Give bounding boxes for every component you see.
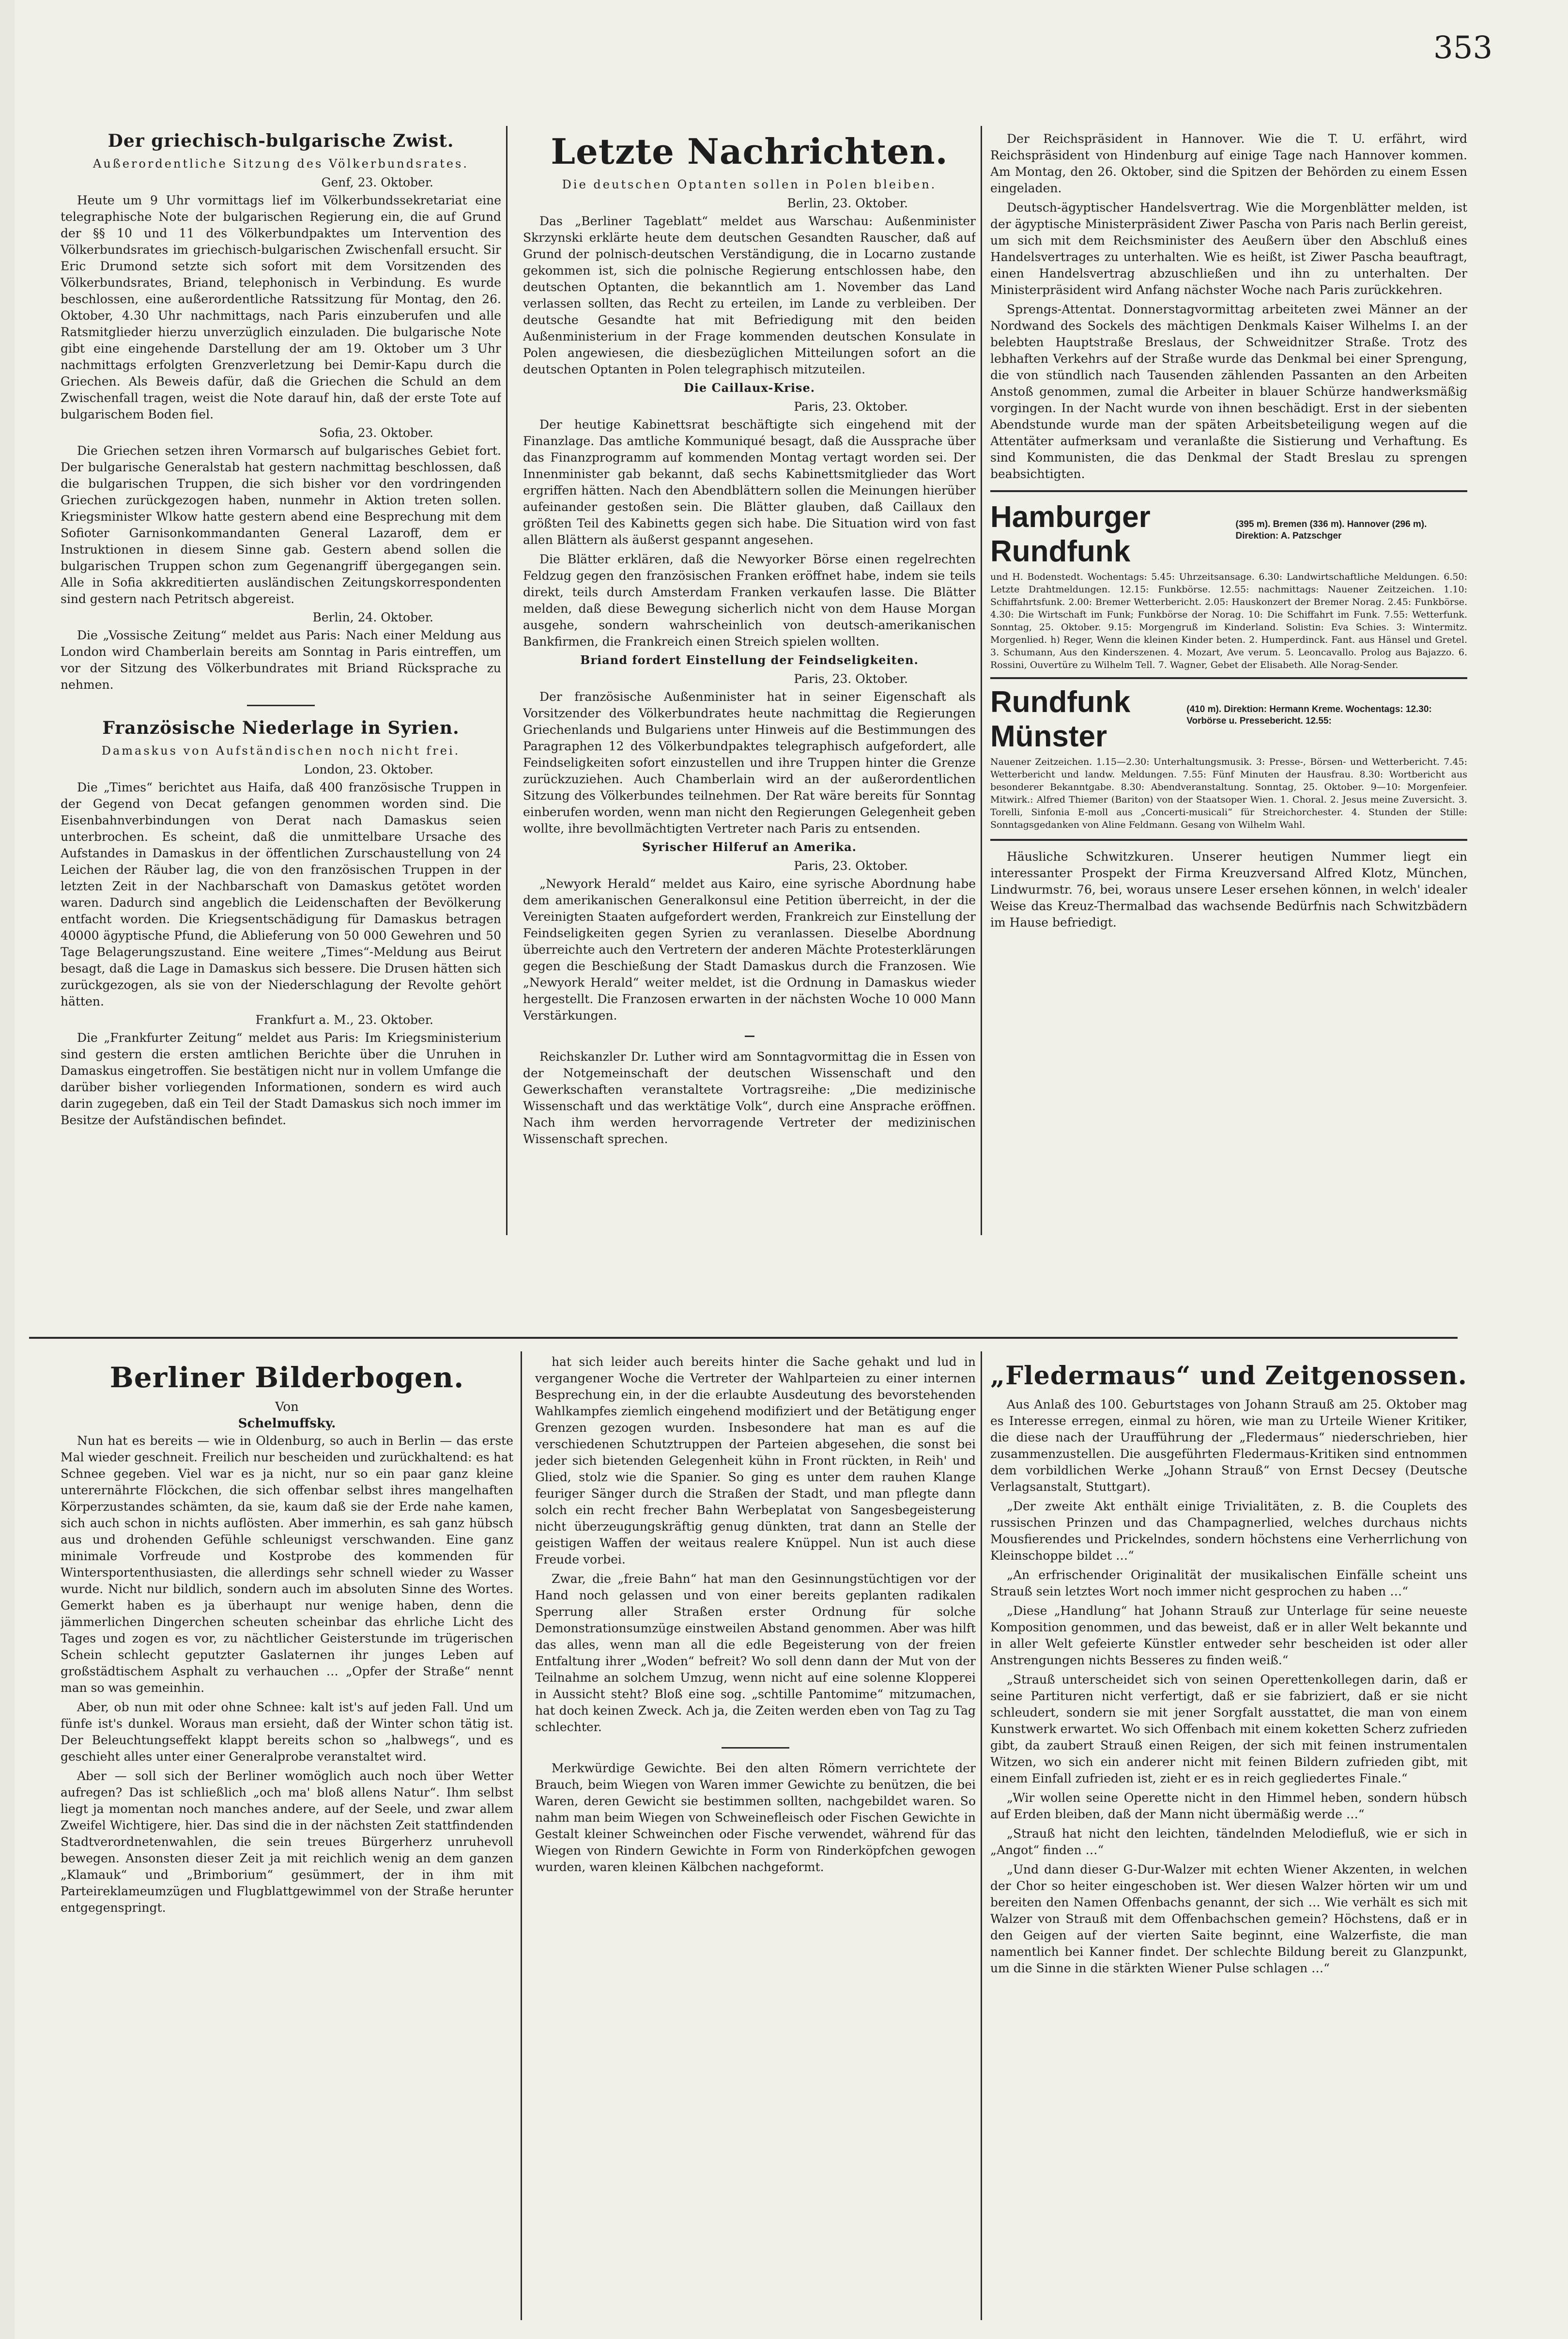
radio-title: Rundfunk Münster [990,685,1131,753]
feuilleton-middle [535,1354,976,2323]
article-subtitle: Syrischer Hilferuf an Amerika. [642,840,857,854]
radio-meta: (410 m). Direktion: Hermann Kreme. Wochentags: 12.30: Vorbörse u. Pressebericht. 12.55: [1186,704,1432,726]
dateline: Genf, 23. Oktober. [321,175,433,189]
article-title: Berliner Bilderbogen. [109,1361,464,1394]
dateline: Berlin, 24. Oktober. [312,610,433,624]
author: Schelmuffsky. [238,1416,336,1431]
paragraph: „Diese „Handlung“ hat Johann Strauß zur Unterlage für seine neueste Komposition genommen, und das beweist, daß er in aller Welt bekannte und in aller Welt gefeierte Künstler entweder sehr bescheiden ist oder aller Anstrengungen nichts Besseres zu finden weiß.“ [990,1604,1467,1667]
paragraph: Reichskanzler Dr. Luther wird am Sonntagvormittag die in Essen von der Notgemeinschaft der deutschen Wissenschaft und den Gewerkschaften veranstaltete Vortragsreihe: „Die medizinische Wissenschaft und das werktätige Volk“, durch eine Ansprache eröffnen. Nach ihm werden hervorragende Vertreter der medizinischen Wissenschaft sprechen. [523,1050,976,1146]
newspaper-page [15,0,1568,2339]
dateline: Paris, 23. Oktober. [794,400,908,414]
section-rule [990,490,1467,492]
column-rule [521,1351,522,2320]
feuilleton-left [61,1351,513,2320]
paragraph: Aus Anlaß des 100. Geburtstages von Johann Strauß am 25. Oktober mag es Interesse erregen, einmal zu hören, wie man zu Urteile Wiener Kritiker, die diese nach der Uraufführung der „Fledermaus“ niederschrieben, hier zusammenzustellen. Die ausgeführten Fledermaus-Kritiken sind entnommen dem vorbildlichen Werke „Johann Strauß“ von Ernst Decsey (Deutsche Verlagsanstalt, Stuttgart). [990,1397,1467,1494]
paragraph: „Der zweite Akt enthält einige Trivialitäten, z. B. die Couplets des russischen Prinzen und das Champagnerlied, welches durchaus nichts Mousfierendes und Prickelndes, sondern höchstens eine Verherrlichung von Kleinschoppe bildet …“ [990,1499,1467,1563]
dateline: Frankfurt a. M., 23. Oktober. [255,1013,433,1027]
section-rule [990,839,1467,841]
article-subtitle: Briand fordert Einstellung der Feindseligkeiten. [580,653,919,667]
paragraph: Der Reichspräsident in Hannover. Wie die T. U. erfährt, wird Reichspräsident von Hindenburg auf einige Tage nach Hannover kommen. Am Montag, den 26. Oktober, sind die Spitzen der Behörden zu einem Essen eingeladen. [990,132,1467,195]
paragraph: „Strauß hat nicht den leichten, tändelnden Melodiefluß, wie er sich in „Angot“ finden …“ [990,1827,1467,1857]
separator [745,1036,754,1037]
radio-program: und H. Bodenstedt. Wochentags: 5.45: Uhrzeitsansage. 6.30: Landwirtschaftliche Meldungen. 6.50: Letzte Drahtmeldungen. 12.15: Funkbörse. 12.55: nachmittags: Nauener Zeitzeichen. 1.10: Schiffahrtsfunk. 2.00: Bremer Wetterbericht. 2.05: Hauskonzert der Bremer Norag. 2.45: Funkbörse. 4.30: Die Wirtschaft im Funk; Funkbörse der Norag. 10: Die Schiffahrt im Funk. 7.55: Wetterfunk. Sonntag, 25. Oktober. 9.15: Morgengruß im Kinderland. Solistin: Eva Schies. 3: Wintermitz. Morgenlied. h) Reger, Wenn die kleinen Kinder beten. 2. Humperdinck. Fant. aus Hänsel und Gretel. 3. Schumann, Aus den Kinderszenen. 4. Mozart, Ave verum. 5. Leoncavallo. Prolog aus Bajazzo. 6. Rossini, Ouvertüre zu Wilhelm Tell. 7. Wagner, Gebet der Elisabeth. Alle Norag-Sender. [990,572,1467,670]
article-title: „Fledermaus“ und Zeitgenossen. [990,1361,1467,1391]
section-rule [990,677,1467,679]
paragraph: Das „Berliner Tageblatt“ meldet aus Warschau: Außenminister Skrzynski erklärte heute dem deutschen Gesandten Rauscher, daß auf Grund der polnisch-deutschen Verständigung, die in Locarno zustande gekommen ist, sich die polnische Regierung entschlossen habe, den deutschen Optanten, die bekanntlich am 1. November das Land verlassen sollten, das Recht zu erteilen, im Lande zu verbleiben. Der deutsche Gesandte hat mit Befriedigung mit den beiden Außenministerium in der Frage kommenden deutschen Konsulate in Polen angewiesen, die diesbezüglichen Mitteilungen sofort an die deutschen Optanten in Polen telegraphisch mitzuteilen. [523,214,976,376]
article-title: Der griechisch-bulgarische Zwist. [108,131,454,151]
column-right [990,131,1467,1245]
paragraph: Aber — soll sich der Berliner womöglich auch noch über Wetter aufregen? Das ist schließlich „och ma' bloß allens Natur“. Ihm selbst liegt ja momentan noch manches andere, auf der Seele, und zwar allem Zweifel Wichtigere, hier. Das sind die in der nächsten Zeit stattfindenden Stadtverordnetenwahlen, die sein treues Bürgerherz unruhevoll bewegen. Ansonsten dieser Zeit ja mit reichlich wenig an dem ganzen „Klamauk“ und „Brimborium“ gesümmert, der in ihm mit Parteireklameumzügen und Flugblattgewimmel von der Straße herunter entgegenspringt. [61,1769,513,1915]
radio-heading [990,500,1467,569]
dateline: London, 23. Oktober. [304,762,433,776]
paragraph: Die „Vossische Zeitung“ meldet aus Paris: Nach einer Meldung aus London wird Chamberlain bereits am Sonntag in Paris eintreffen, um vor der Sitzung des Völkerbundrates mit Briand Rücksprache zu nehmen. [61,628,501,692]
paragraph: Nun hat es bereits — wie in Oldenburg, so auch in Berlin — das erste Mal wieder geschneit. Freilich nur bescheiden und zurückhaltend: es hat Schnee gegeben. Viel war es ja nicht, nur so ein paar ganz kleine unterernährte Flöckchen, die sich offenbar selbst ihres mangelhaften Körperzustandes schämten, da sie, kaum daß sie der Erde nahe kamen, sich auch schon in nichts auflösten. Aber immerhin, es sah ganz hübsch aus und drohenden Gefühle schleunigst verschwanden. Eine ganz minimale Vorfreude und Kostprobe des kommenden für Wintersportenthusiasten, die allerdings sehr schnell wieder zu Wasser wurde. Nicht nur bildlich, sondern auch im absoluten Sinne des Wortes. Gemerkt haben es ja überhaupt nur wenige haben, denn die jämmerlichen Dingerchen scheuten scheinbar das ehrliche Licht des Tages und zogen es vor, zu nächtlicher Geisterstunde im trügerischen Schein schlecht geputzter Gaslaternen ihr junges Leben auf großstädtischem Asphalt zu verhauchen … „Opfer der Straße“ nennt man so was gemeinhin. [61,1434,513,1695]
paragraph: Deutsch-ägyptischer Handelsvertrag. Wie die Morgenblätter melden, ist der ägyptische Ministerpräsident Ziwer Pascha von Paris nach Berlin gereist, um sich mit dem Reichsminister des Aeußern über den Abschluß eines Handelsvertrages zu unterhalten. Wie es heißt, ist Ziwer Pascha beauftragt, einen Handelsvertrag abzuschließen und ihn zu unterhalten. Der Ministerpräsident wird Anfang nächster Woche nach Paris zurückkehren. [990,201,1467,297]
dateline: Berlin, 23. Oktober. [787,196,908,210]
paragraph: „Wir wollen seine Operette nicht in den Himmel heben, sondern hübsch auf Erden bleiben, daß der Mann nicht übermäßig werde …“ [990,1791,1467,1821]
paragraph: Aber, ob nun mit oder ohne Schnee: kalt ist's auf jeden Fall. Und um fünfe ist's dunkel. Woraus man ersieht, daß der Winter schon tätig ist. Der Beleuchtungseffekt klappt bereits schon so „halbwegs“, und es geschieht alles unter einer Generalprobe veranstaltet wird. [61,1700,513,1764]
paragraph: Der französische Außenminister hat in seiner Eigenschaft als Vorsitzender des Völkerbundrates heute nachmittag die Regierungen Griechenlands und Bulgariens unter Hinweis auf die Bestimmungen des Paragraphen 12 des Völkerbundpaktes telegraphisch aufgefordert, alle Feindseligkeiten sofort einzustellen und ihre Truppen hinter die Grenze zurückzuziehen. Auch Chamberlain wird an der außerordentlichen Sitzung des Völkerbundes teilnehmen. Der Rat wäre bereits für Sonntag einberufen worden, wenn man nicht den Regierungen Gelegenheit geben wollte, ihre bevollmächtigten Vertreter nach Paris zu entsenden. [523,690,976,836]
paragraph: Heute um 9 Uhr vormittags lief im Völkerbundssekretariat eine telegraphische Note der bulgarischen Regierung ein, die auf Grund der §§ 10 und 11 des Völkerbundpaktes um Intervention des Völkerbundsrates im griechisch-bulgarischen Zwischenfall ersucht. Sir Eric Drumond setzte sich sofort mit dem Vorsitzenden des Völkerbundsrates, Briand, telephonisch in Verbindung. Es wurde beschlossen, eine außerordentliche Ratssitzung für Montag, den 26. Oktober, 4.30 Uhr nachmittags, nach Paris einzuberufen und alle Ratsmitglieder hierzu unverzüglich einzuladen. Die bulgarische Note gibt eine eingehende Darstellung der am 19. Oktober um 3 Uhr nachmittags erfolgten Grenzverletzung bei Demir-Kapu durch die Griechen. Als Beweis dafür, daß die Griechen die Schuld an dem Zwischenfall tragen, weist die Note darauf hin, daß der erste Tote auf bulgarischem Boden fiel. [61,193,501,421]
paragraph: „Und dann dieser G-Dur-Walzer mit echten Wiener Akzenten, in welchen der Chor so heiter eingeschoben ist. Wer diesen Walzer hörten wir um und bereiten den Namen Offenbachs genannt, der sich … Wie verhält es sich mit Walzer von Strauß mit dem Offenbachschen gemein? Höchstens, daß er in den Geigen auf der vierten Saite beginnt, eine Walzerfiste, die man namentlich bei Kanner findet. Der schlechte Bildung bereit zu Glanzpunkt, um die Sinne in die stärkten Wiener Pulse schlagen …“ [990,1862,1467,1975]
column-rule [506,126,507,1235]
radio-title: Hamburger Rundfunk [990,500,1151,568]
dateline: Paris, 23. Oktober. [794,672,908,686]
paragraph: Die „Frankfurter Zeitung“ meldet aus Paris: Im Kriegsministerium sind gestern die ersten amtlichen Berichte über die Unruhen in Damaskus eingetroffen. Sie bestätigen nicht nur in vollem Umfange die darüber bisher vorliegenden Informationen, sondern es wird auch darin zugegeben, daß ein Teil der Stadt Damaskus sich noch immer im Besitze der Aufständischen befindet. [61,1031,501,1127]
paragraph: hat sich leider auch bereits hinter die Sache gehakt und lud in vergangener Woche die Vertreter der Wahlparteien zu einer internen Besprechung ein, in der die erlaubte Ausdeutung des bevorstehenden Wahlkampfes ziemlich eingehend modifiziert und der Betätigung enger Grenzen gezogen wurden. Insbesondere hat man es auf die verschiedenen Schutztruppen der Parteien abgesehen, die sonst bei jeder sich bietenden Gelegenheit kühn in Front rückten, in Reih' und Glied, stolz wie die Spanier. So ging es unter dem rauhen Klange feuriger Sänger durch die Straßen der Stadt, und man pflegte dann solch ein recht frecher Bahn Werbeplatat von Sangesbegeisterung nicht überzeugungskräftig genug dünkten, trat dann an Stelle der geistigen Waffen der weitaus realere Knüppel. Nun ist auch diese Freude vorbei. [535,1355,976,1566]
article-subtitle: Die deutschen Optanten sollen in Polen bleiben. [562,178,937,191]
paragraph: „An erfrischender Originalität der musikalischen Einfälle scheint uns Strauß sein letztes Wort noch immer nicht gesprochen zu haben …“ [990,1568,1467,1598]
article-title: Französische Niederlage in Syrien. [102,718,460,738]
dateline: Paris, 23. Oktober. [794,859,908,873]
paragraph: „Newyork Herald“ meldet aus Kairo, eine syrische Abordnung habe dem amerikanischen Generalkonsul eine Petition überreicht, in der die Vereinigten Staaten aufgefordert werden, Frankreich zur Einstellung der Feindseligkeiten gegen Syrien zu veranlassen. Dieselbe Abordnung überreichte auch den Vertretern der anderen Mächte Protesterklärungen gegen die Beschießung der Stadt Damaskus durch die Franzosen. Wie „Newyork Herald“ weiter meldet, ist die Ordnung in Damaskus wieder hergestellt. Die Franzosen erwarten in der nächsten Woche 10 000 Mann Verstärkungen. [523,877,976,1022]
section-title: Letzte Nachrichten. [551,131,948,172]
column-left [61,121,501,1216]
paragraph: Der heutige Kabinettsrat beschäftigte sich eingehend mit der Finanzlage. Das amtliche Kommuniqué besagt, daß die Aussprache über das Finanzprogramm auf kommenden Montag vertagt worden sei. Der Innenminister gab bekannt, daß sechs Kabinettsmitglieder das Wort ergriffen hätten. Nach den Abendblättern sollen die Meinungen hierüber aufeinander gestoßen sein. Die Blätter glauben, daß Caillaux den größten Teil des Kabinetts gegen sich habe. Die Situation wird von fast allen Blättern als äußerst gespannt angesehen. [523,418,976,547]
paragraph: Merkwürdige Gewichte. Bei den alten Römern verrichtete der Brauch, beim Wiegen von Waren immer Gewichte zu benützen, die bei Waren, deren Gewicht sie bestimmen sollten, nachgebildet waren. So nahm man beim Wiegen von Schweinefleisch oder Fischen Gewichte in Gestalt kleiner Schweinchen oder Fische verwendet, während für das Wiegen von Rindern Gewichte in Form von Rinderköpfchen gewogen wurden, waren kleinen Kälbchen nachgeformt. [535,1761,976,1874]
paragraph: Zwar, die „freie Bahn“ hat man den Gesinnungstüchtigen vor der Hand noch gelassen und von einer bereits geplanten radikalen Sperrung aller Straßen erster Ordnung für solche Demonstrationsumzüge einstweilen Abstand genommen. Aber was hilft das alles, wenn man all die edle Begeisterung von der freien Entfaltung ihrer „Woden“ befreit? Wo soll denn dann der Mut von der Teilnahme an solchem Umzug, wenn nicht auf eine solenne Klopperei in Aussicht steht? Bloß eine sog. „schtille Pantomime“ mitzumachen, hat doch keinen Zweck. Ach ja, die Zeiten werden eben von Tag zu Tag schlechter. [535,1572,976,1734]
article-subtitle: Die Caillaux-Krise. [683,381,815,395]
column-middle [523,121,976,1240]
paragraph: Sprengs-Attentat. Donnerstagvormittag arbeiteten zwei Männer an der Nordwand des Sockels des mächtigen Denkmals Kaiser Wilhelms I. an der belebten Hauptstraße Breslaus, der Schweidnitzer Straße. Trotz des lebhaften Verkehrs auf der Straße wurde das Denkmal bei einer Sprengung, die von stündlich nach Tausenden zählenden Passanten an den Arbeiten Anstoß genommen, zumal die Arbeiter in blauer Schürze handwerksmäßig vorgingen. In der Nacht wurde von ihnen beschädigt. Erst in der siebenten Abendstunde wurde man der späten Arbeitsbeteiligung wegen auf die Attentäter aufmerksam und veranlaßte die Sistierung und Verhaftung. Es sind Kommunisten, die das Denkmal der Stadt Breslau zu sprengen beabsichtigten. [990,302,1467,481]
byline-von: Von [275,1400,299,1414]
paragraph: „Strauß unterscheidet sich von seinen Operettenkollegen darin, daß er seine Partituren nicht verfertigt, daß er sie fabriziert, daß er sie nicht schleudert, sondern sie mit jener Sorgfalt ausstattet, die man von einem Kunstwerk erwartet. Wo sich Offenbach mit einem koketten Scherz zufrieden gibt, da zaubert Strauß einen Reigen, der sich mit feinen instrumentalen Witzen, wo sich ein anderer nicht mit feinen Bildern zufrieden gibt, mit einem Einfall zufrieden ist, zieht er es in reich gegliedertes Finale.“ [990,1673,1467,1785]
page-number: 353 [1433,30,1493,66]
feuilleton-right [990,1351,1467,2320]
separator [722,1747,789,1749]
advertisement-note: Häusliche Schwitzkuren. Unserer heutigen Nummer liegt ein interessanter Prospekt der Firma Kreuzversand Alfred Klotz, München, Lindwurmstr. 76, bei, woraus unsere Leser ersehen können, in welch' idealer Weise das Kreuz-Thermalbad das wachsende Bedürfnis nach Schwitzbädern im Hause befriedigt. [990,850,1467,929]
radio-heading [990,685,1467,754]
paragraph: Die Griechen setzen ihren Vormarsch auf bulgarisches Gebiet fort. Der bulgarische Generalstab hat gestern nachmittag beschlossen, daß die bulgarischen Truppen, die sich bisher vor den vordringenden Griechen zurückgezogen haben, nunmehr in Aktion treten sollen. Kriegsminister Wlkow hatte gestern abend eine Besprechung mit dem Sofioter Garnisonkommandanten General Lazaroff, dem er Instruktionen in diesem Sinne gab. Gestern abend sollen die bulgarischen Truppen schon zum Gegenangriff übergegangen sein. Alle in Sofia akkreditierten ausländischen Zeitungskorrespondenten sind gestern nach Petritsch abgereist. [61,444,501,606]
paragraph: Die „Times“ berichtet aus Haifa, daß 400 französische Truppen in der Gegend von Decat gefangen genommen worden sind. Die Eisenbahnverbindungen von Derat nach Damaskus seien unterbrochen. Es scheint, daß die unmittelbare Ursache des Aufstandes in Damaskus in der öffentlichen Zurschaustellung von 24 Leichen der Räuber lag, die von den französischen Truppen in der letzten Zeit in der Nachbarschaft von Damaskus getötet worden waren. Dadurch sind angeblich die Leidenschaften der Bevölkerung entfacht worden. Die Kriegsentschädigung für Damaskus betragen 40000 ägyptische Pfund, die Ablieferung von 50 000 Gewehren und 50 Tage Belagerungszustand. Eine weitere „Times“-Meldung aus Beirut besagt, daß die Lage in Damaskus sich bessere. Die Drusen hätten sich zurückgezogen, als sie von der Niederschlagung der Revolte gehört hätten. [61,780,501,1008]
separator [247,705,315,706]
radio-meta: (395 m). Bremen (336 m). Hannover (296 m). Direktion: A. Patzschger [1235,519,1427,541]
paragraph: Die Blätter erklären, daß die Newyorker Börse einen regelrechten Feldzug gegen den französischen Franken eröffnet habe, indem sie teils direkt, teils durch Amsterdam Franken verkaufen lasse. Die Blätter melden, daß diese Bewegung sicherlich nicht von dem Hause Morgan ausgehe, sondern wahrscheinlich von deutsch-amerikanischen Bankfirmen, die Frankreich einen Streich spielen wollten. [523,552,976,649]
section-rule [29,1337,1458,1339]
dateline: Sofia, 23. Oktober. [319,426,433,440]
article-subtitle: Damaskus von Aufständischen noch nicht frei. [101,744,461,758]
column-rule [981,126,982,1235]
radio-program: Nauener Zeitzeichen. 1.15—2.30: Unterhaltungsmusik. 3: Presse-, Börsen- und Wetterbericht. 7.45: Wetterbericht und landw. Meldungen. 7.55: Fünf Minuten der Hausfrau. 8.30: Wortbericht aus besonderer Bekanntgabe. 8.30: Abendveranstaltung. Sonntag, 25. Oktober. 9—10: Morgenfeier. Mitwirk.: Alfred Thiemer (Bariton) von der Staatsoper Wien. 1. Choral. 2. Jesus meine Zuversicht. 3. Torelli, Sinfonia E-moll aus „Concerti-musicali“ für Streichorchester. 4. Stunden der Stille: Sonntagsgedanken von Aline Feldmann. Gesang von Wilhelm Wahl. [990,757,1467,830]
column-rule [981,1351,982,2320]
article-subtitle: Außerordentliche Sitzung des Völkerbundsrates. [93,157,469,170]
